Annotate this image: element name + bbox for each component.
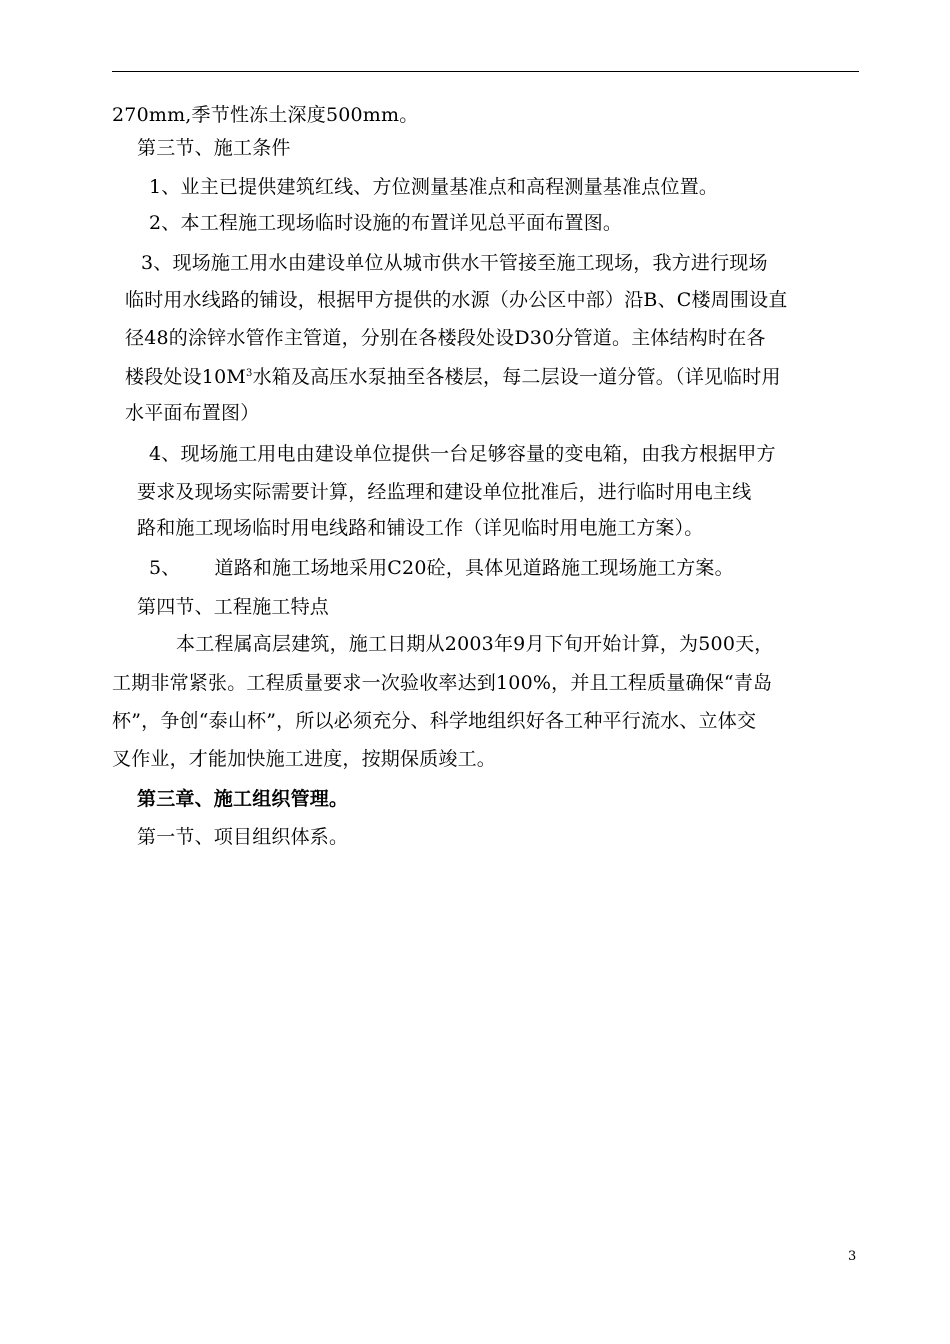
text-line: 本工程属高层建筑，施工日期从2003年9月下旬开始计算，为500天，: [176, 633, 774, 655]
text-line: 工期非常紧张。工程质量要求一次验收率达到100%，并且工程质量确保“青岛: [112, 672, 773, 694]
text-segment: 道路和施工场地采用C20砼，具体见道路施工现场施工方案。: [214, 557, 734, 579]
text-line: 要求及现场实际需要计算，经监理和建设单位批准后，进行临时用电主线: [137, 481, 752, 503]
text-line: 叉作业，才能加快施工进度，按期保质竣工。: [112, 748, 497, 770]
superscript: 3: [246, 368, 253, 379]
text-line: 杯”，争创“泰山杯”，所以必须充分、科学地组织好各工种平行流水、立体交: [112, 710, 757, 732]
text-line: 1、业主已提供建筑红线、方位测量基准点和高程测量基准点位置。: [149, 176, 719, 198]
text-line: 路和施工现场临时用电线路和铺设工作（详见临时用电施工方案）。: [137, 517, 704, 539]
text-line: 径48的涂锌水管作主管道，分别在各楼段处设D30分管道。主体结构时在各: [125, 327, 766, 349]
text-line: 临时用水线路的铺设，根据甲方提供的水源（办公区中部）沿B、C楼周围设直: [125, 289, 788, 311]
list-marker: 5、: [149, 557, 181, 579]
section-heading: 第四节、工程施工特点: [137, 596, 330, 618]
text-line: 水平面布置图）: [125, 402, 260, 424]
text-segment: 楼段处设10M: [125, 366, 247, 388]
text-line: 270mm,季节性冻土深度500mm。: [112, 104, 419, 126]
section-heading: 第三节、施工条件: [137, 137, 291, 159]
text-line: 3、现场施工用水由建设单位从城市供水干管接至施工现场，我方进行现场: [141, 252, 768, 274]
header-rule: [112, 71, 859, 72]
text-line: [125, 365, 781, 389]
section-heading: 第一节、项目组织体系。: [137, 826, 349, 848]
text-line: 2、本工程施工现场临时设施的布置详见总平面布置图。: [149, 212, 623, 234]
chapter-heading: 第三章、施工组织管理。: [137, 788, 349, 810]
text-segment: 水箱及高压水泵抽至各楼层，每二层设一道分管。（详见临时用: [252, 366, 781, 388]
text-line: [149, 556, 734, 580]
page-number: 3: [848, 1249, 857, 1264]
text-line: 4、现场施工用电由建设单位提供一台足够容量的变电箱，由我方根据甲方: [149, 443, 776, 465]
